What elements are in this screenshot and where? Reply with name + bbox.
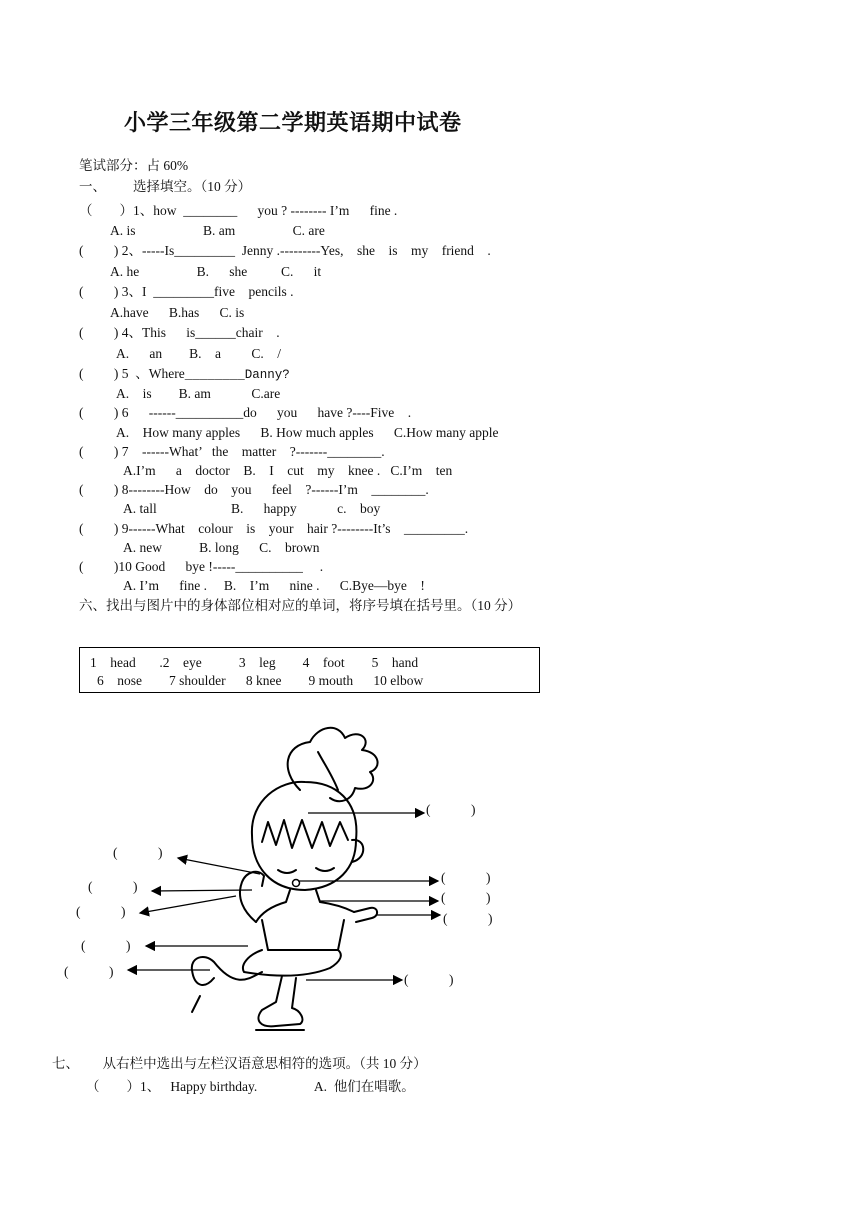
- section7-heading: 七、 从右栏中选出与左栏汉语意思相符的选项。（共 10 分）: [52, 1056, 427, 1071]
- question-5-stem-tail: ________Danny?: [184, 368, 290, 382]
- word-bank-row-2: 6 nose 7 shoulder 8 knee 9 mouth 10 elbow: [97, 673, 424, 688]
- question-10-options: A. I’m fine . B. I’m nine . C.Bye—bye !: [123, 578, 425, 593]
- question-1-options: A. is B. am C. are: [110, 223, 325, 238]
- question-4-options: A. an B. a C. /: [116, 346, 281, 361]
- question-10-stem: ( )10 Good bye !-----__________ .: [79, 559, 324, 574]
- answer-bracket-mouth[interactable]: ( ): [76, 904, 126, 919]
- page-title: 小学三年级第二学期英语期中试卷: [124, 111, 462, 136]
- answer-bracket-knee[interactable]: ( ): [81, 938, 131, 953]
- written-part-note: 笔试部分：占 60%: [79, 158, 189, 173]
- question-9-options: A. new B. long C. brown: [123, 540, 320, 555]
- question-2-stem: ( ) 2、-----Is_________ Jenny .---------Yes, she is my friend .: [79, 243, 491, 258]
- answer-bracket-nose[interactable]: ( ): [441, 870, 491, 885]
- question-2-options: A. he B. she C. it: [110, 264, 322, 279]
- question-8-options: A. tall B. happy c. boy: [123, 501, 381, 516]
- question-5-stem-head: ( ) 5 、Where: [79, 366, 185, 381]
- answer-bracket-leg[interactable]: ( ): [64, 964, 114, 979]
- question-6-stem: ( ) 6 ------__________do you have ?----Five .: [79, 405, 412, 420]
- answer-bracket-elbow[interactable]: ( ): [443, 911, 493, 926]
- section1-heading: 一、 选择填空。（10 分）: [79, 179, 252, 194]
- question-3-stem: ( ) 3、I _________five pencils .: [79, 284, 294, 299]
- answer-bracket-eye[interactable]: ( ): [113, 845, 163, 860]
- question-5-options: A. is B. am C.are: [116, 386, 281, 401]
- answer-bracket-hair[interactable]: ( ): [426, 802, 476, 817]
- answer-bracket-shoulder[interactable]: ( ): [441, 890, 491, 905]
- question-3-options: A.have B.has C. is: [110, 305, 245, 320]
- question-8-stem: ( ) 8--------How do you feel ?------I’m ________.: [79, 482, 429, 497]
- section6-heading: 六、找出与图片中的身体部位相对应的单词，将序号填在括号里。（10 分）: [79, 598, 522, 613]
- question-9-stem: ( ) 9------What colour is your hair ?--------It’s _________.: [79, 521, 469, 536]
- word-bank-row-1: 1 head .2 eye 3 leg 4 foot 5 hand: [90, 655, 419, 670]
- section7-item-1: （ ）1、 Happy birthday. A. 他们在唱歌。: [86, 1079, 415, 1094]
- question-7-stem: ( ) 7 ------What’ the matter ?-------________.: [79, 444, 385, 459]
- answer-bracket-hand[interactable]: ( ): [88, 879, 138, 894]
- question-4-stem: ( ) 4、This is______chair .: [79, 325, 280, 340]
- question-1-stem: （ ）1、how ________ you ? -------- I’m fine .: [79, 203, 398, 218]
- question-6-options: A. How many apples B. How much apples C.How many apple: [116, 425, 499, 440]
- answer-bracket-foot[interactable]: ( ): [404, 972, 454, 987]
- question-7-options: A.I’m a doctor B. I cut my knee . C.I’m ten: [123, 463, 453, 478]
